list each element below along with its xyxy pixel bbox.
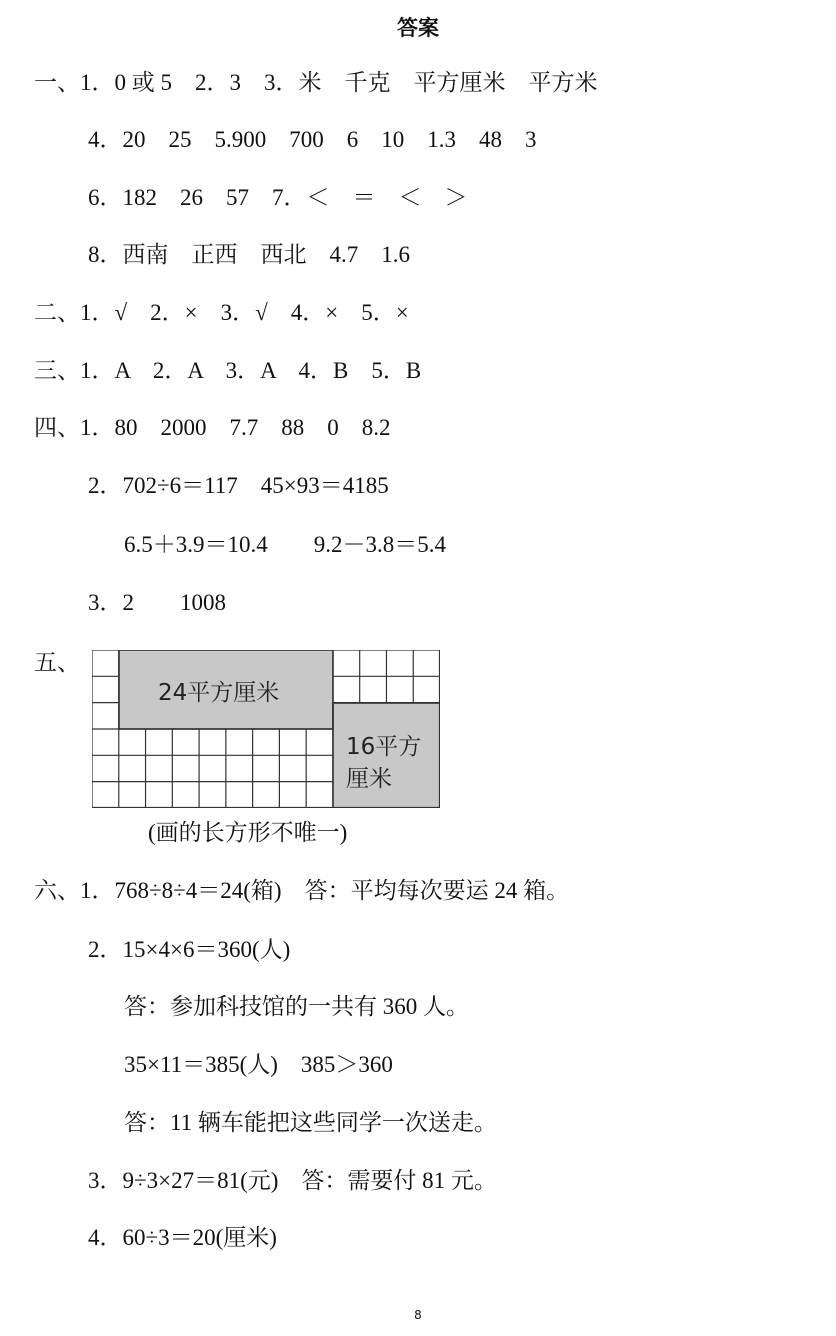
- grid-figure: [92, 650, 440, 808]
- answer-line-1-4: 4．20 25 5.900 700 6 10 1.3 48 3: [88, 127, 537, 152]
- answer-line-4-2b: 6.5＋3.9＝10.4 9.2－3.8＝5.4: [124, 532, 446, 557]
- answer-line-1-8: 8．西南 正西 西北 4.7 1.6: [88, 242, 410, 267]
- answer-line-2: 二、1．√ 2．× 3．√ 4．× 5．×: [34, 300, 409, 325]
- area-label-16-line2: 厘米: [346, 766, 392, 792]
- answer-line-6-3: 3．9÷3×27＝81(元) 答：需要付 81 元。: [88, 1168, 497, 1193]
- answer-line-4-1: 四、1．80 2000 7.7 88 0 8.2: [34, 415, 391, 440]
- area-label-24: 24平方厘米: [158, 680, 280, 706]
- answer-line-4-2: 2．702÷6＝117 45×93＝4185: [88, 473, 389, 498]
- answer-line-1-6: 6．182 26 57 7．＜ ＝ ＜ ＞: [88, 185, 468, 210]
- answer-line-6-2c: 答：11 辆车能把这些同学一次送走。: [124, 1110, 497, 1135]
- page-number: 8: [414, 1308, 422, 1322]
- page-title: 答案: [397, 16, 439, 40]
- answer-line-3: 三、1．A 2．A 3．A 4．B 5．B: [34, 358, 422, 383]
- answer-line-6-2b: 35×11＝385(人) 385＞360: [124, 1052, 393, 1077]
- answer-line-5-label: 五、: [34, 650, 80, 675]
- answer-line-1-1: 一、1．0 或 5 2．3 3．米 千克 平方厘米 平方米: [34, 70, 598, 95]
- answer-line-4-3: 3．2 1008: [88, 590, 226, 615]
- figure-note: (画的长方形不唯一): [148, 820, 348, 845]
- answer-line-6-2a: 答：参加科技馆的一共有 360 人。: [124, 994, 469, 1019]
- answer-line-6-1: 六、1．768÷8÷4＝24(箱) 答：平均每次要运 24 箱。: [34, 878, 570, 903]
- answer-line-6-2: 2．15×4×6＝360(人): [88, 937, 291, 962]
- answer-line-6-4: 4．60÷3＝20(厘米): [88, 1225, 277, 1250]
- area-label-16-line1: 16平方: [346, 734, 422, 760]
